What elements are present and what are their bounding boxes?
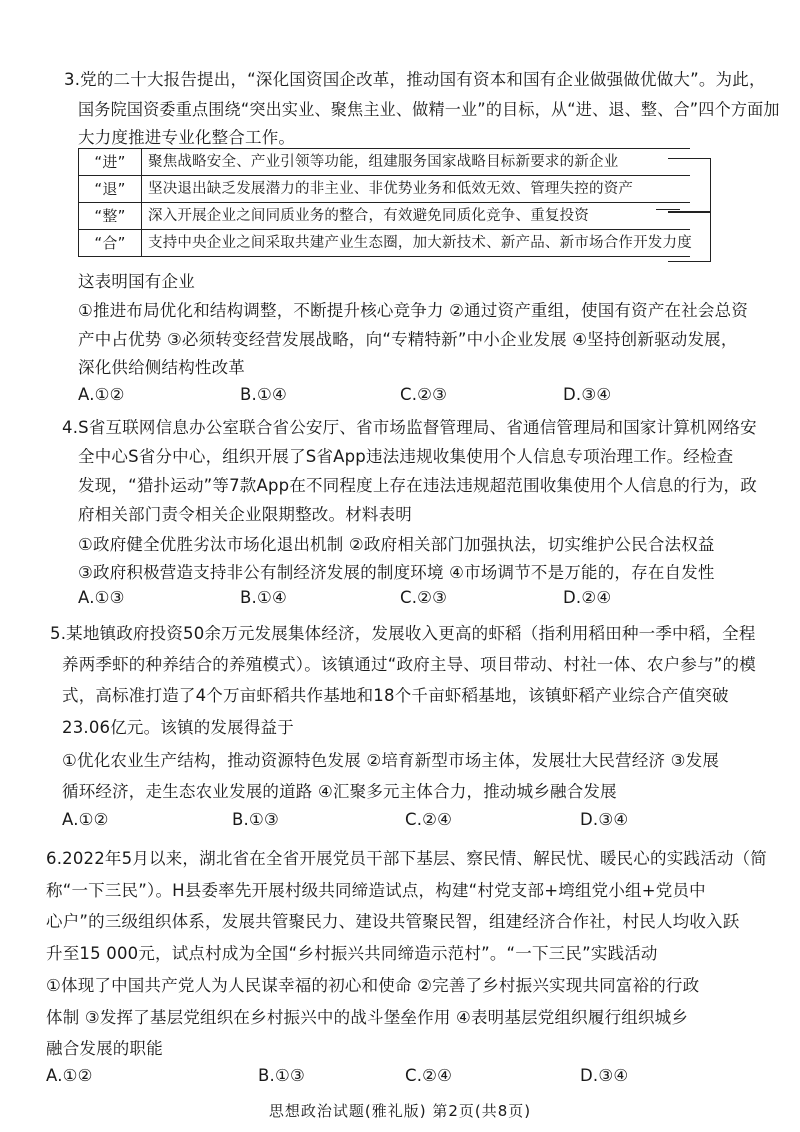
q4-choice-d[interactable]: D.②④ [563,588,612,607]
q6-choice-c[interactable]: C.②④ [405,1066,453,1085]
q4-stem-line2: 全中心S省分中心，组织开展了S省App违法违规收集使用个人信息专项治理工作。经检查 [78,447,734,466]
q3-choice-c[interactable]: C.②③ [400,385,448,404]
q5-stem-line2: 养两季虾的种养结合的养殖模式）。该镇通过“政府主导、项目带动、村社一体、农户参与”的模 [62,655,756,674]
q5-choice-c[interactable]: C.②④ [405,810,453,829]
q4-choice-a[interactable]: A.①③ [78,588,125,607]
bracket-upper [668,158,711,212]
q6-statements-line1: ①体现了中国共产党人为人民谋幸福的初心和使命 ②完善了乡村振兴实现共同富裕的行政 [46,976,700,995]
q3-choice-a[interactable]: A.①② [78,385,125,404]
q5-choice-a[interactable]: A.①② [62,810,109,829]
q5-stem-line4: 23.06亿元。该镇的发展得益于 [62,718,294,737]
q6-stem-line3: 心户”的三级组织体系，发展共管聚民力、建设共管聚民智，组建经济合作社，村民人均收入跃 [46,912,740,931]
q3-stem-line2: 国务院国资委重点围绕“突出实业、聚焦主业、做精一业”的目标，从“进、退、整、合”四个方面加 [78,100,780,119]
table-row [78,203,690,230]
table-row-text: 聚焦战略安全、产业引领等功能，组建服务国家战略目标新要求的新企业 [148,154,619,170]
q4-statements-line2: ③政府积极营造支持非公有制经济发展的制度环境 ④市场调节不是万能的，存在自发性 [78,563,715,582]
q4-stem-line3: 发现，“猎扑运动”等7款App在不同程度上存在违法违规超范围收集使用个人信息的行为，政 [78,476,757,495]
q6-stem-line1: 6.2022年5月以来，湖北省在全省开展党员干部下基层、察民情、解民忧、暖民心的实践活动（简 [46,849,767,868]
q3-choice-b[interactable]: B.①④ [240,385,287,404]
q6-stem-line2: 称“一下三民”）。H县委率先开展村级共同缔造试点，构建“村党支部+塆组党小组+党员中 [46,881,706,900]
table-row [78,230,690,257]
table-row-label: “合” [78,230,142,256]
q3-statements-line1: ①推进布局优化和结构调整，不断提升核心竞争力 ②通过资产重组，使国有资产在社会总资 [78,301,749,320]
page-footer: 思想政治试题(雅礼版) 第2页(共8页) [268,1102,532,1120]
table-row-label: “进” [78,149,142,175]
q5-stem-line3: 式，高标准打造了4个万亩虾稻共作基地和18个千亩虾稻基地，该镇虾稻产业综合产值突破 [62,686,729,705]
table-row-text: 深入开展企业之间同质业务的整合，有效避免同质化竞争、重复投资 [148,208,589,224]
q4-stem-line4: 府相关部门责令相关企业限期整改。材料表明 [78,505,412,524]
q4-stem-line1: 4.S省互联网信息办公室联合省公安厅、省市场监督管理局、省通信管理局和国家计算机网络安 [62,418,757,437]
q6-statements-line3: 融合发展的职能 [46,1039,163,1058]
q5-choice-d[interactable]: D.③④ [580,810,629,829]
bracket-tick [656,209,680,210]
q4-choice-b[interactable]: B.①④ [240,588,287,607]
table-row-label: “退” [78,176,142,202]
table-row [78,176,690,203]
q5-stem-line1: 5.某地镇政府投资50余万元发展集体经济，发展收入更高的虾稻（指利用稻田种一季中稻，全程 [50,624,756,643]
q6-stem-line4: 升至15 000元，试点村成为全国“乡村振兴共同缔造示范村”。“一下三民”实践活动 [46,944,658,963]
q6-choice-d[interactable]: D.③④ [580,1066,629,1085]
q4-statements-line1: ①政府健全优胜劣汰市场化退出机制 ②政府相关部门加强执法，切实维护公民合法权益 [78,535,715,554]
q5-statements-line1: ①优化农业生产结构，推动资源特色发展 ②培育新型市场主体，发展壮大民营经济 ③发展 [62,751,720,770]
q3-choice-d[interactable]: D.③④ [563,385,612,404]
q3-stem-line3: 大力度推进专业化整合工作。 [78,128,296,147]
q5-statements-line2: 循环经济，走生态农业发展的道路 ④汇聚多元主体合力，推动城乡融合发展 [62,782,617,801]
table-row-text: 坚决退出缺乏发展潜力的非主业、非优势业务和低效无效、管理失控的资产 [148,181,634,197]
q6-statements-line2: 体制 ③发挥了基层党组织在乡村振兴中的战斗堡垒作用 ④表明基层党组织履行组织城乡 [46,1008,689,1027]
q5-choice-b[interactable]: B.①③ [232,810,279,829]
table-row-label: “整” [78,203,142,229]
q3-stem-line1: 3.党的二十大报告提出，“深化国资国企改革，推动国有资本和国有企业做强做优做大”。为此， [64,70,766,89]
q3-question: 这表明国有企业 [78,272,195,291]
q3-statements-line3: 深化供给侧结构性改革 [78,358,245,377]
bracket-lower [668,212,711,262]
q6-choice-a[interactable]: A.①② [46,1066,93,1085]
table-row-text: 支持中央企业之间采取共建产业生态圈，加大新技术、新产品、新市场合作开发力度 [148,235,692,251]
q3-table [78,148,690,257]
q4-choice-c[interactable]: C.②③ [400,588,448,607]
table-row [78,148,690,176]
q6-choice-b[interactable]: B.①③ [258,1066,305,1085]
q3-statements-line2: 产中占优势 ③必须转变经营发展战略，向“专精特新”中小企业发展 ④坚持创新驱动发展， [78,330,738,349]
